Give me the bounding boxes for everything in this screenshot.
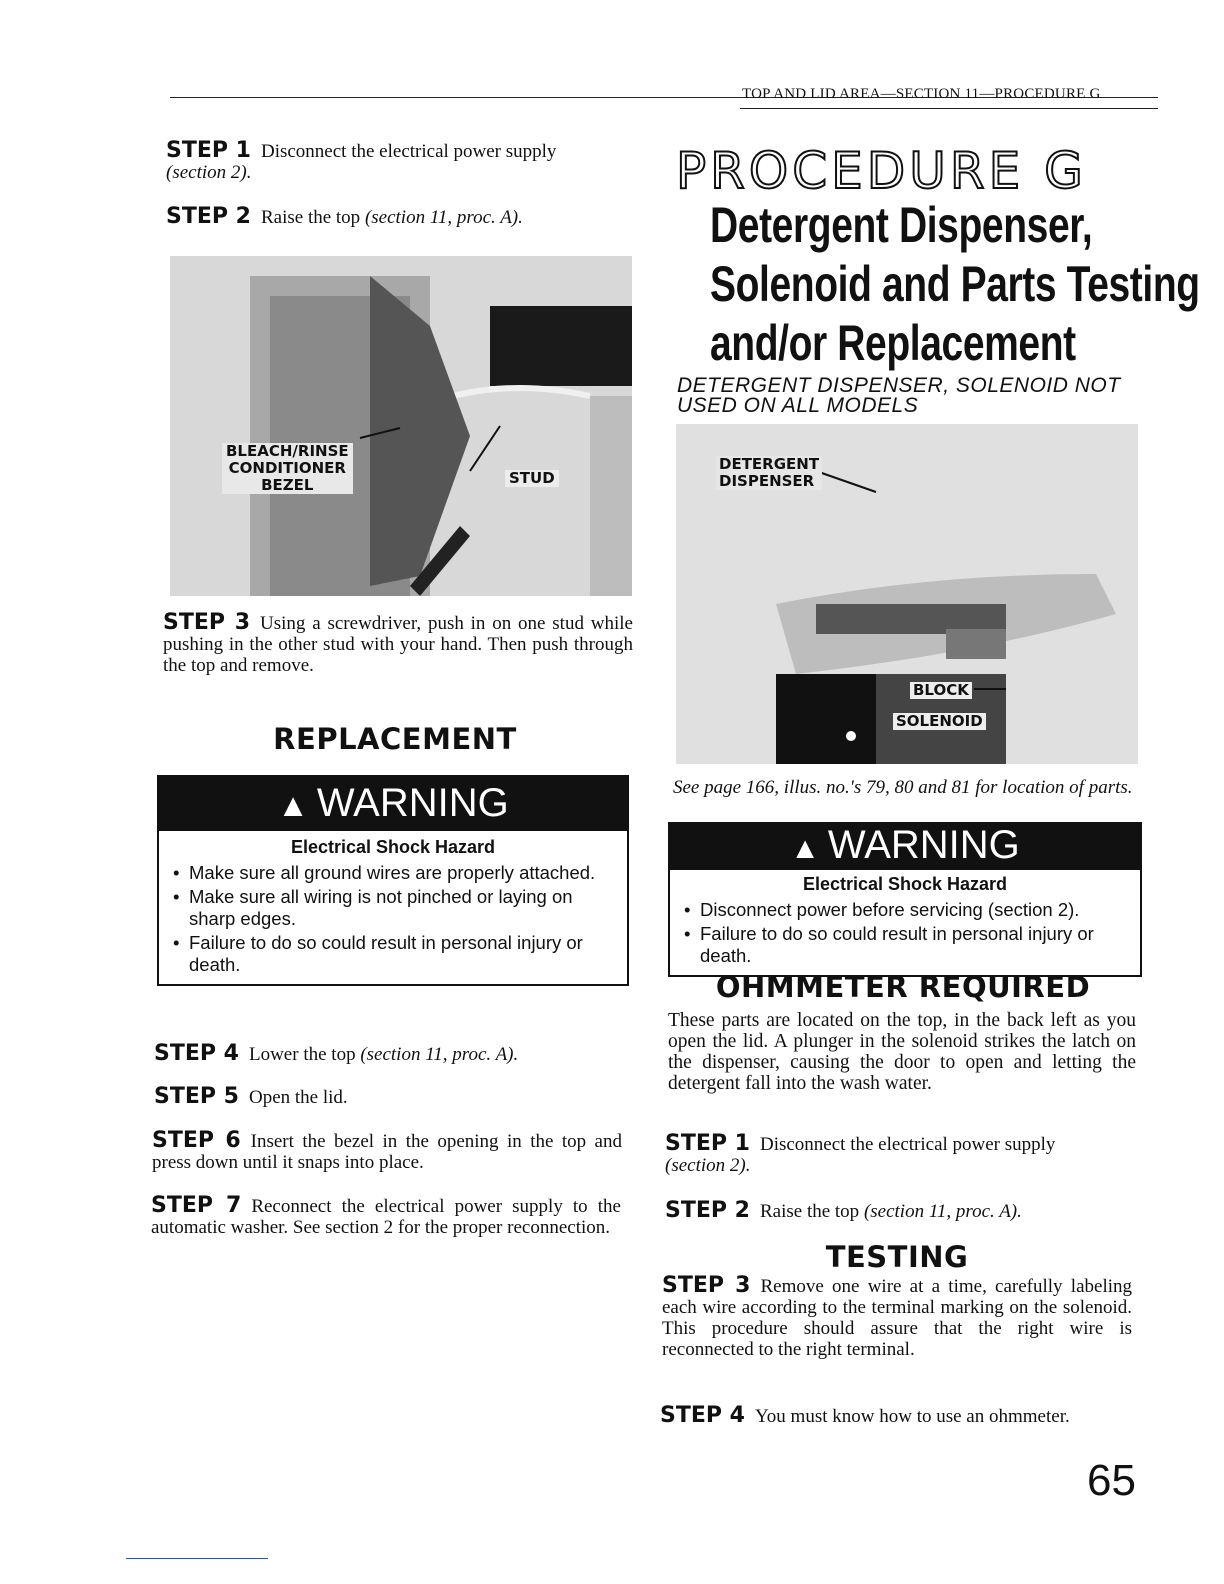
warning-triangle-icon: ▲ xyxy=(277,787,309,823)
list-item: • Failure to do so could result in personal injury or death. xyxy=(684,923,1126,967)
title-line-1: Detergent Dispenser, xyxy=(710,197,1093,253)
solenoid-label: SOLENOID xyxy=(893,713,986,730)
ohmmeter-heading: OHMMETER REQUIRED xyxy=(715,970,1091,1004)
bezel-photo xyxy=(170,256,632,596)
title-line-2: Solenoid and Parts Testing xyxy=(710,256,1200,312)
stud-label: STUD xyxy=(505,470,559,487)
step-number: STEP 2 xyxy=(665,1198,750,1223)
warning-banner: ▲ WARNING xyxy=(159,777,627,831)
warning-list xyxy=(159,862,627,984)
header-rule-right xyxy=(740,108,1158,109)
warning-banner: ▲ WARNING xyxy=(670,824,1140,870)
step-number: STEP 1 xyxy=(665,1131,750,1156)
replacement-heading: REPLACEMENT xyxy=(273,722,517,756)
page-number: 65 xyxy=(1087,1456,1136,1505)
figure-caption: See page 166, illus. no.'s 79, 80 and 81 for location of parts. xyxy=(673,777,1133,798)
step-number: STEP 1 xyxy=(166,138,251,163)
left-warning-box xyxy=(157,775,629,986)
title-line-3: and/or Replacement xyxy=(710,315,1076,371)
left-step-1: STEP 1 Disconnect the electrical power supply (section 2). xyxy=(166,138,557,183)
left-step-4: STEP 4 Lower the top (section 11, proc. A). xyxy=(154,1041,519,1066)
step-number: STEP 7 xyxy=(151,1193,242,1218)
left-step-3: STEP 3 Using a screwdriver, push in on one stud while pushing in the other stud with your hand. Then push through the top and remove. xyxy=(163,610,633,676)
list-item: • Make sure all wiring is not pinched or laying on sharp edges. xyxy=(173,886,613,930)
warning-list xyxy=(670,899,1140,975)
bezel-label: BLEACH/RINSE CONDITIONER BEZEL xyxy=(222,443,353,494)
footer-rule xyxy=(126,1558,268,1559)
left-step-6: STEP 6 Insert the bezel in the opening in the top and press down until it snaps into place. xyxy=(152,1128,622,1173)
right-step-2: STEP 2 Raise the top (section 11, proc. A). xyxy=(665,1198,1022,1223)
step-number: STEP 4 xyxy=(660,1403,745,1428)
step-number: STEP 5 xyxy=(154,1084,239,1109)
right-step-1: STEP 1 Disconnect the electrical power supply (section 2). xyxy=(665,1131,1056,1176)
subtitle: DETERGENT DISPENSER, SOLENOID NOT USED ON ALL MODELS xyxy=(677,374,1121,417)
running-header: TOP AND LID AREA—SECTION 11—PROCEDURE G xyxy=(742,86,1101,102)
step-number: STEP 3 xyxy=(662,1273,751,1298)
testing-heading: TESTING xyxy=(825,1240,969,1274)
procedure-label: PROCEDURE G xyxy=(676,142,1087,200)
step-number: STEP 4 xyxy=(154,1041,239,1066)
list-item: • Disconnect power before servicing (section 2). xyxy=(684,899,1126,921)
step-number: STEP 3 xyxy=(163,610,251,635)
warning-subtitle: Electrical Shock Hazard xyxy=(802,874,1008,894)
left-step-5: STEP 5 Open the lid. xyxy=(154,1084,348,1109)
right-step-3: STEP 3 Remove one wire at a time, carefully labeling each wire according to the terminal marking on the solenoid. This procedure should assure that the right wire is reconnected to the right terminal. xyxy=(662,1273,1132,1360)
right-warning-box xyxy=(668,822,1142,977)
left-step-7: STEP 7 Reconnect the electrical power supply to the automatic washer. See section 2 for the proper reconnection. xyxy=(151,1193,621,1238)
dispenser-label: DETERGENT DISPENSER xyxy=(716,456,822,490)
bezel-illustration xyxy=(170,256,632,596)
right-step-4: STEP 4 You must know how to use an ohmmeter. xyxy=(660,1403,1070,1428)
warning-subtitle: Electrical Shock Hazard xyxy=(290,837,496,857)
list-item: • Make sure all ground wires are properly attached. xyxy=(173,862,613,884)
left-step-2: STEP 2 Raise the top (section 11, proc. A). xyxy=(166,204,523,229)
warning-triangle-icon: ▲ xyxy=(790,832,820,865)
list-item: • Failure to do so could result in personal injury or death. xyxy=(173,932,613,976)
step-number: STEP 6 xyxy=(152,1128,241,1153)
block-label: BLOCK xyxy=(910,682,972,699)
step-number: STEP 2 xyxy=(166,204,251,229)
intro-paragraph: These parts are located on the top, in the back left as you open the lid. A plunger in the solenoid strikes the latch on the dispenser, causing the door to open and letting the detergent fall into the wash water. xyxy=(668,1010,1136,1094)
